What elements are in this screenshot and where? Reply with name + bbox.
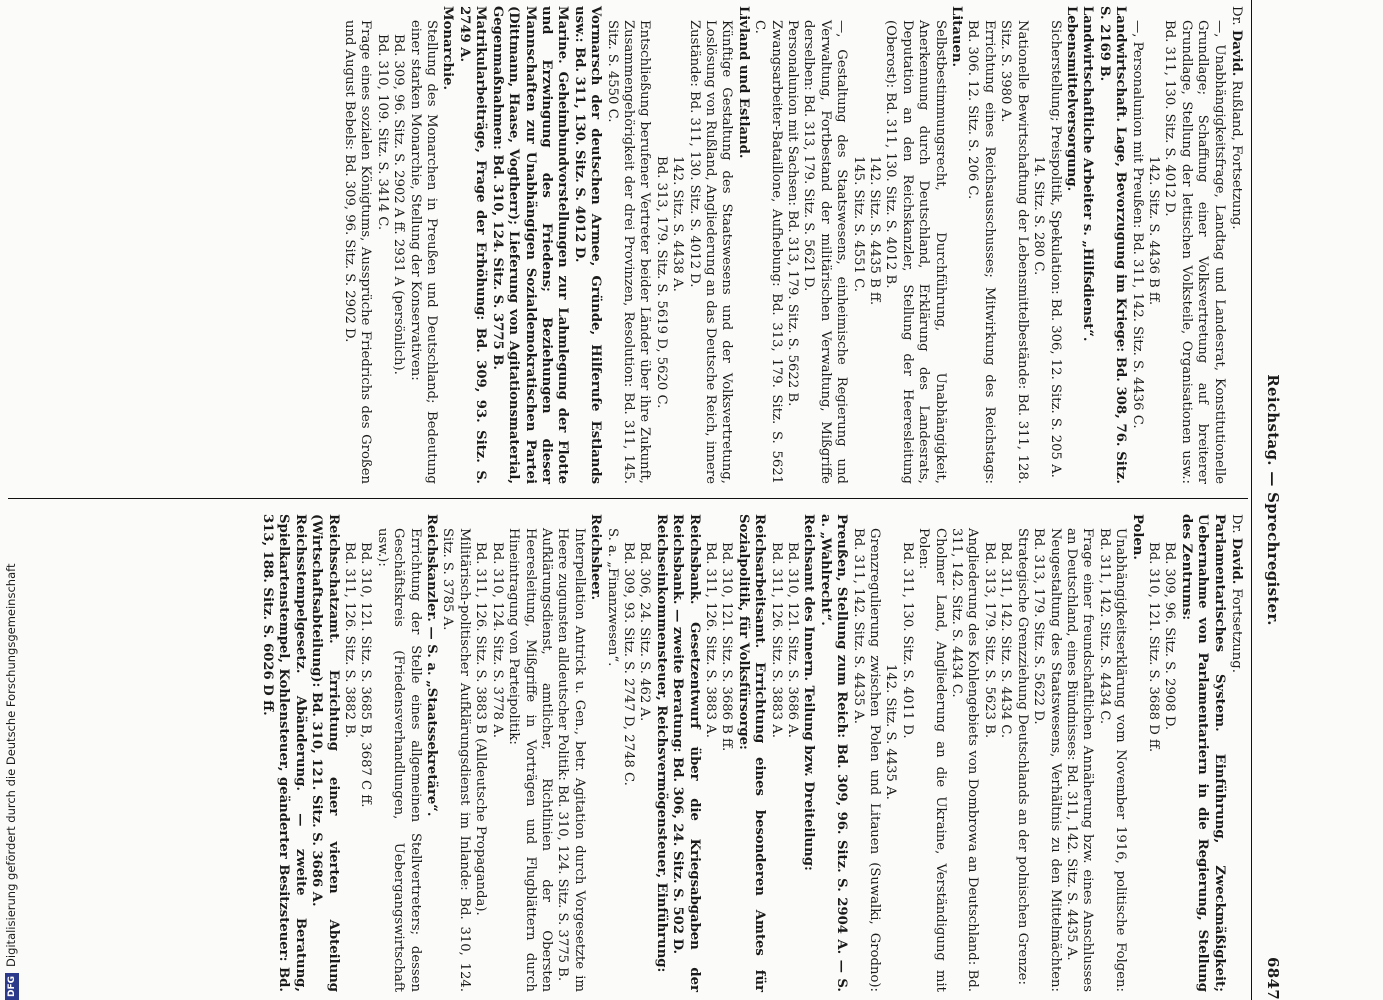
register-entry: Reichsheer. — [588, 514, 604, 601]
register-entry: Reichsarbeitsamt. Errichtung eines besonderen Amtes für Sozialpolitik, für Volksfürsorge: — [735, 514, 768, 992]
register-entry: Bd. 309, 96. Sitz. S. 2902 A ff. 2931 A (persönlich). — [391, 34, 407, 375]
heading-prefix: Dr. — [1229, 514, 1244, 534]
page-header — [1256, 0, 1282, 1000]
register-entry: Zwangsarbeiter-Bataillone, Aufhebung: Bd. 313, 179. Sitz. S. 5621 C. — [752, 20, 784, 484]
register-entry: Reichsstempelgesetz. Abänderung. — zweite Beratung, Spielkartenstempel, Kohlensteuer, geänderter Besitzsteuer: Bd. 313, 188. Sitz. S. 6026 D ff. — [260, 514, 308, 992]
column-divider — [8, 498, 1248, 499]
digitization-note — [0, 0, 22, 1000]
register-entry: Reichsschatzamt. Errichtung einer vierten Abteilung (Wirtschaftsabteilung): Bd. 310, 121. Sitz. S. 3686 A. — [309, 514, 341, 992]
digitization-note-text: Digitalisierung gefördert durch die Deutsche Forschungsgemeinschaft — [4, 563, 18, 967]
register-entry: 142. Sitz. S. 4438 A. — [670, 156, 686, 292]
register-entry: 142. Sitz. S. 4435 B ff. — [867, 156, 883, 306]
register-entry: Cholmer Land, Angliederung an die Ukraine, Verständigung mit Polen: — [916, 528, 948, 992]
heading-prefix: Dr. — [1229, 6, 1244, 26]
register-entry: Bd. 311, 126. Sitz. S. 3883 A. — [768, 542, 784, 738]
register-entry: —, Gestaltung des Staatswesens, einheimische Regierung und Verwaltung, Fortbestand der militärischen Verwaltung, Mißgriffe derselben: Bd. 313, 179. Sitz. S. 5621 D. — [801, 20, 850, 484]
register-entry: Bd. 311, 142. Sitz. S. 4434 C. — [998, 542, 1014, 739]
heading-suffix: Fortsetzung. — [1229, 588, 1244, 673]
register-entry: Bd. 313, 179. Sitz. S. 5619 D, 5620 C. — [653, 156, 669, 409]
register-entry: Vormarsch der deutschen Armee, Gründe, Hilferufe Estlands usw.: Bd. 311, 130. Sitz. S. 4012 D. — [571, 6, 604, 484]
register-entry: 145. Sitz. S. 4551 C. — [850, 156, 866, 292]
register-entry: Reichseinkommensteuer, Reichsvermögensteuer, Einführung: — [653, 514, 669, 973]
register-entry: Reichskanzler. — S. a. „Staatssekretäre“. — [424, 514, 440, 817]
register-entry: Nationelle Bewirtschaftung der Lebensmittelbestände: Bd. 311, 128. Sitz. S. 3980 A. — [998, 20, 1030, 484]
register-entry: Grenzregulierung zwischen Polen und Litauen (Suwalki, Grodno): Bd. 311, 142. Sitz. S. 4435 A. — [850, 528, 883, 992]
register-entry: Parlamentarisches System. Einführung, Zweckmäßigkeit; Uebernahme von Parlamentariern in die Regierung, Stellung des Zentrums: — [1178, 514, 1227, 992]
register-entry: Reichsbank. Gesetzentwurf über die Kriegsabgaben der Reichsbank. — zweite Beratung: Bd. 306, 24. Sitz. S. 502 D. — [670, 514, 702, 992]
header-rule — [1251, 0, 1252, 1000]
register-entry: Errichtung der Stelle eines allgemeinen Stellvertreters; dessen Geschäftskreis (Friedensverhandlungen, Uebergangswirtschaft usw.): — [374, 528, 423, 992]
register-entry: Errichtung eines Reichsausschusses; Mitwirkung des Reichstags: Bd. 306. 12. Sitz. S. 206 C. — [965, 20, 997, 484]
register-entry: Bd. 311, 126. Sitz. S. 3883 B (Alldeutsche Propaganda). — [473, 542, 489, 916]
register-entry: Unabhängigkeitserklärung vom November 1916, politische Folgen: Bd. 311, 142. Sitz. S. 4434 C. — [1096, 528, 1129, 992]
register-entry: Künftige Gestaltung des Staatswesens und der Volksvertretung, Loslösung von Rußland, Angliederung an das Deutsche Reich, innere Zustände: Bd. 311, 130. Sitz. S. 4012 D. — [686, 20, 735, 484]
register-entry: Bd. 306, 24. Sitz. S. 462 A. — [637, 542, 653, 722]
right-column — [259, 514, 1244, 992]
left-column-heading — [1228, 6, 1244, 484]
heading-name: David. — [1229, 537, 1244, 585]
register-entry: Bd. 311, 130. Sitz. S. 4011 D. — [899, 542, 915, 739]
register-entry: S. a. „Finanzwesen“. — [604, 528, 620, 667]
register-entry: Bd. 309, 93. Sitz. S. 2747 D, 2748 C. — [620, 542, 636, 786]
register-entry: Militärisch-politischer Aufklärungsdienst im Inlande: Bd. 310, 124. Sitz. S. 3785 A. — [440, 528, 472, 992]
register-entry: Frage einer freundschaftlichen Annäherung bzw. eines Anschlusses an Deutschland, eines Bündnisses: Bd. 311, 142. Sitz. S. 4435 A. — [1063, 528, 1096, 992]
register-entry: Livland und Estland. — [735, 6, 751, 159]
register-entry: 142. Sitz. S. 4436 B ff. — [1145, 156, 1161, 306]
register-entry: Bd. 310, 124. Sitz. S. 3778 A. — [489, 542, 505, 738]
register-entry: Bd. 310, 109. Sitz. S. 3414 C. — [374, 34, 390, 231]
register-entry: Monarchie. — [440, 6, 456, 91]
register-entry: Matrikularbeiträge, Frage der Erhöhung: Bd. 309, 93. Sitz. S. 2749 A. — [456, 6, 489, 484]
right-column-heading — [1228, 514, 1244, 992]
page-number: 6847 — [1264, 957, 1282, 1000]
register-entry: Bd. 310, 121. Sitz. S. 3685 B, 3687 C ff. — [358, 542, 374, 808]
register-entry: Bd. 310, 121. Sitz. S. 3686 B ff. — [719, 542, 735, 752]
register-entry: Bd. 310, 121. Sitz. S. 3686 A. — [785, 542, 801, 738]
register-entry: Aufklärungsdienst, amtlicher, Richtlinien der Obersten Heeresleitung, Mißgriffe in Vorträgen und Flugblättern durch Hineintragung von Parteipolitik: — [506, 528, 554, 992]
heading-suffix: Rußland, Fortsetzung. — [1229, 80, 1244, 230]
register-entry: Bd. 311, 126. Sitz. S. 3882 B. — [342, 542, 358, 739]
left-column — [341, 6, 1244, 484]
register-entry: Strategische Grenzziehung Deutschlands an der polnischen Grenze: — [1014, 528, 1030, 985]
register-entry: Bd. 310, 121. Sitz. S. 3688 D ff. — [1145, 542, 1161, 753]
register-entry: Landwirtschaftliche Arbeiter s. „Hilfsdienst“. — [1080, 6, 1096, 342]
register-entry: Preußen, Stellung zum Reich: Bd. 309, 96. Sitz. S. 2904 A. — S. a. „Wahlrecht“. — [817, 514, 850, 992]
register-entry: Selbstbestimmungsrecht, Durchführung, Unabhängigkeit, Anerkennung durch Deutschland, Erklärung des Landesrats, Deputation an den Reichskanzler, Stellung der Heeresleitung (Oberost): Bd. 311, 130. Sitz. S. 4012 B. — [883, 20, 948, 484]
register-entry: 142. Sitz. S. 4435 A. — [883, 664, 899, 800]
register-entry: —, Personalunion mit Preußen: Bd. 311, 142. Sitz. S. 4436 C. — [1129, 20, 1145, 429]
register-entry: Neugestaltung des Staatswesens, Verhältnis zu den Mittelmächten: Bd. 313, 179. Sitz. S. 5622 D. — [1031, 528, 1063, 992]
register-entry: Frage eines sozialen Königtums, Aussprüche Friedrichs des Großen und August Bebels: Bd. 309, 96. Sitz. S. 2902 D. — [342, 20, 374, 484]
register-entry: Lebensmittelversorgung. — [1063, 6, 1079, 192]
register-entry: Reichsamt des Innern. Teilung bzw. Dreiteilung: — [801, 514, 817, 871]
register-entry: Bd. 311, 126. Sitz. S. 3883 A. — [703, 542, 718, 738]
register-entry: Landwirtschaft. Lage, Bevorzugung im Kriege: Bd. 308, 76. Sitz. S. 2169 B. — [1096, 6, 1129, 484]
register-entry: Litauen. — [949, 6, 965, 68]
rotated-document-page — [2, 0, 1292, 1000]
register-entry: Personalunion mit Sachsen: Bd. 313, 179. Sitz. S. 5622 B. — [785, 20, 801, 407]
header-title: Reichstag. — Sprechregister. — [1264, 374, 1282, 626]
register-entry: Bd. 309, 96. Sitz. S. 2908 D. — [1162, 542, 1178, 731]
register-entry: Interpellation Antrick u. Gen., betr. Agitation durch Vorgesetzte im Heere zugunsten alldeutscher Politik: Bd. 310, 124. Sitz. S. 3775 B. — [555, 528, 587, 992]
register-entry: Entschließung berufener Vertreter beider Länder über ihre Zukunft, Zusammengehörigkeit der drei Provinzen, Resolution: Bd. 311, 145. Sitz. S. 4550 C. — [604, 20, 653, 484]
heading-name: David. — [1229, 29, 1244, 77]
register-entry: Marine. Geheimbundvorstellungen zur Lahmlegung der Flotte und Erzwingung des Friedens; Beziehungen dieser Mannschaften zur Unabhängigen Sozialdemokratischen Partei (Dittmann, Haase, Vogtherr); Lieferung von Agitationsmaterial, Gegenmaßnahmen: Bd. 310, 124. Sitz. S. 3775 B. — [489, 6, 571, 484]
register-entry: Bd. 313, 179. Sitz. S. 5623 B. — [981, 542, 997, 739]
dfg-logo: DFG — [5, 973, 19, 1000]
register-entry: 14. Sitz. S. 280 C. — [1031, 156, 1047, 276]
register-entry: Sicherstellung; Preispolitik, Spekulation: Bd. 306, 12. Sitz. S. 205 A. — [1047, 20, 1063, 478]
register-entry: Stellung des Monarchen in Preußen und Deutschland; Bedeutung einer starken Monarchie, Stellung der Konservativen: — [407, 20, 440, 484]
register-entry: Angliederung des Kohlengebiets von Dombrowa an Deutschland: Bd. 311, 142. Sitz. S. 4434 C. — [949, 528, 981, 992]
register-entry: Polen. — [1129, 514, 1145, 560]
register-entry: —, Unabhängigkeitsfrage, Landtag und Landesrat, Konstitutionelle Grundlage; Schaffung einer Volksvertretung auf breiterer Grundlage, Stellung der lettischen Volksteile, Organisationen usw.: Bd. 311, 130. Sitz. S. 4012 D. — [1162, 20, 1227, 484]
